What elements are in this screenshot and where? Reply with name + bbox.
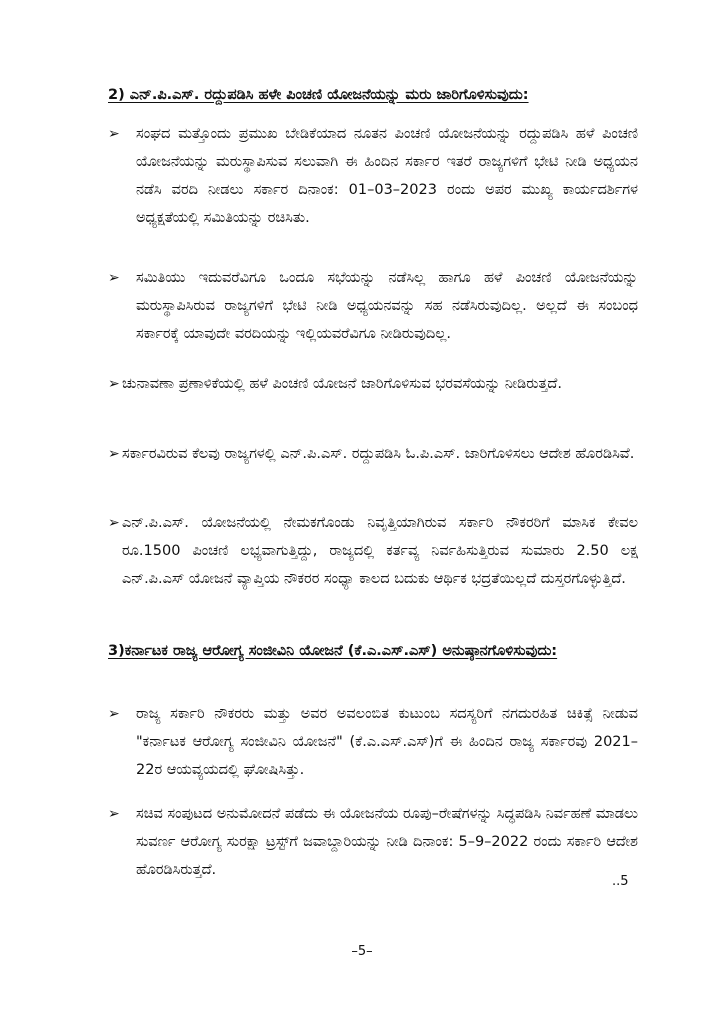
arrow-bullet-icon: ➢ (108, 376, 120, 392)
bullet-text: ರಾಜ್ಯ ಸರ್ಕಾರಿ ನೌಕರರು ಮತ್ತು ಅವರ ಅವಲಂಬಿತ ಕುಟುಂಬ ಸದಸ್ಯರಿಗೆ ನಗದುರಹಿತ ಚಿಕಿತ್ಸೆ ನೀಡುವ "ಕರ್ನಾಟಕ ಆರೋಗ್ಯ ಸಂಜೀವಿನಿ ಯೋಜನೆ" (ಕೆ.ಎ.ಎಸ್.ಎಸ್)ಗೆ ಈ ಹಿಂದಿನ ರಾಜ್ಯ ಸರ್ಕಾರವು 2021–22ರ ಆಯವ್ಯಯದಲ್ಲಿ ಘೋಷಿಸಿತ್ತು. (136, 706, 638, 778)
list-item (108, 440, 638, 468)
list-item (108, 370, 638, 398)
bullet-text: ಸಂಘದ ಮತ್ತೊಂದು ಪ್ರಮುಖ ಬೇಡಿಕೆಯಾದ ನೂತನ ಪಿಂಚಣಿ ಯೋಜನೆಯನ್ನು ರದ್ದುಪಡಿಸಿ ಹಳೆ ಪಿಂಚಣಿ ಯೋಜನೆಯನ್ನು ಮರುಸ್ಥಾಪಿಸುವ ಸಲುವಾಗಿ ಈ ಹಿಂದಿನ ಸರ್ಕಾರ ಇತರೆ ರಾಜ್ಯಗಳಿಗೆ ಭೇಟಿ ನೀಡಿ ಅಧ್ಯಯನ ನಡೆಸಿ ವರದಿ ನೀಡಲು ಸರ್ಕಾರ ದಿನಾಂಕ: 01–03–2023 ರಂದು ಅಪರ ಮುಖ್ಯ ಕಾರ್ಯದರ್ಶಿಗಳ ಅಧ್ಯಕ್ಷತೆಯಲ್ಲಿ ಸಮಿತಿಯನ್ನು ರಚಿಸಿತು. (136, 126, 638, 226)
continuation-marker: ..5 (612, 874, 629, 889)
arrow-bullet-icon: ➢ (108, 446, 120, 462)
arrow-bullet-icon: ➢ (108, 270, 120, 286)
bullet-text: ಸಚಿವ ಸಂಪುಟದ ಅನುಮೋದನೆ ಪಡೆದು ಈ ಯೋಜನೆಯ ರೂಪು–ರೇಷೆಗಳನ್ನು ಸಿದ್ಧಪಡಿಸಿ ನಿರ್ವಹಣೆ ಮಾಡಲು ಸುವರ್ಣ ಆರೋಗ್ಯ ಸುರಕ್ಷಾ ಟ್ರಸ್ಟ್‌ಗೆ ಜವಾಬ್ದಾರಿಯನ್ನು ನೀಡಿ ದಿನಾಂಕ: 5–9–2022 ರಂದು ಸರ್ಕಾರಿ ಆದೇಶ ಹೊರಡಿಸಿರುತ್ತದೆ. (136, 806, 638, 878)
list-item (108, 120, 638, 232)
list-item (108, 800, 638, 884)
arrow-bullet-icon: ➢ (108, 126, 120, 142)
list-item (108, 509, 638, 593)
bullet-text: ಸಮಿತಿಯು ಇದುವರೆವಿಗೂ ಒಂದೂ ಸಭೆಯನ್ನು ನಡೆಸಿಲ್ಲ ಹಾಗೂ ಹಳೆ ಪಿಂಚಣಿ ಯೋಜನೆಯನ್ನು ಮರುಸ್ಥಾಪಿಸಿರುವ ರಾಜ್ಯಗಳಿಗೆ ಭೇಟಿ ನೀಡಿ ಅಧ್ಯಯನವನ್ನು ಸಹ ನಡೆಸಿರುವುದಿಲ್ಲ. ಅಲ್ಲದೆ ಈ ಸಂಬಂಧ ಸರ್ಕಾರಕ್ಕೆ ಯಾವುದೇ ವರದಿಯನ್ನು ಇಲ್ಲಿಯವರೆವಿಗೂ ನೀಡಿರುವುದಿಲ್ಲ. (136, 270, 638, 342)
bullet-text: ಎನ್.ಪಿ.ಎಸ್. ಯೋಜನೆಯಲ್ಲಿ ನೇಮಕಗೊಂಡು ನಿವೃತ್ತಿಯಾಗಿರುವ ಸರ್ಕಾರಿ ನೌಕರರಿಗೆ ಮಾಸಿಕ ಕೇವಲ ರೂ.1500 ಪಿಂಚಣಿ ಲಭ್ಯವಾಗುತ್ತಿದ್ದು, ರಾಜ್ಯದಲ್ಲಿ ಕರ್ತವ್ಯ ನಿರ್ವಹಿಸುತ್ತಿರುವ ಸುಮಾರು 2.50 ಲಕ್ಷ ಎನ್.ಪಿ.ಎಸ್ ಯೋಜನೆ ವ್ಯಾಪ್ತಿಯ ನೌಕರರ ಸಂಧ್ಯಾ ಕಾಲದ ಬದುಕು ಆರ್ಥಿಕ ಭದ್ರತೆಯಿಲ್ಲದೆ ದುಸ್ತರಗೊಳ್ಳುತ್ತಿದೆ. (122, 515, 638, 587)
list-item (108, 264, 638, 348)
bullet-text: ಚುನಾವಣಾ ಪ್ರಣಾಳಿಕೆಯಲ್ಲಿ ಹಳೆ ಪಿಂಚಣಿ ಯೋಜನೆ ಜಾರಿಗೊಳಿಸುವ ಭರವಸೆಯನ್ನು ನೀಡಿರುತ್ತದೆ. (122, 376, 562, 392)
arrow-bullet-icon: ➢ (108, 706, 120, 722)
arrow-bullet-icon: ➢ (108, 515, 120, 531)
list-item (108, 700, 638, 784)
arrow-bullet-icon: ➢ (108, 806, 120, 822)
section-3-heading: 3)ಕರ್ನಾಟಕ ರಾಜ್ಯ ಆರೋಗ್ಯ ಸಂಜೀವಿನಿ ಯೋಜನೆ (ಕೆ.ಎ.ಎಸ್.ಎಸ್) ಅನುಷ್ಠಾನಗೊಳಿಸುವುದು: (108, 643, 558, 659)
page-number: –5– (351, 944, 373, 959)
section-2-heading: 2) ಎನ್.ಪಿ.ಎಸ್. ರದ್ದುಪಡಿಸಿ ಹಳೇ ಪಿಂಚಣಿ ಯೋಜನೆಯನ್ನು ಮರು ಜಾರಿಗೊಳಿಸುವುದು: (108, 87, 529, 103)
bullet-text: ಸರ್ಕಾರವಿರುವ ಕೆಲವು ರಾಜ್ಯಗಳಲ್ಲಿ ಎನ್.ಪಿ.ಎಸ್. ರದ್ದುಪಡಿಸಿ ಓ.ಪಿ.ಎಸ್. ಜಾರಿಗೊಳಿಸಲು ಆದೇಶ ಹೊರಡಿಸಿವೆ. (122, 446, 635, 462)
